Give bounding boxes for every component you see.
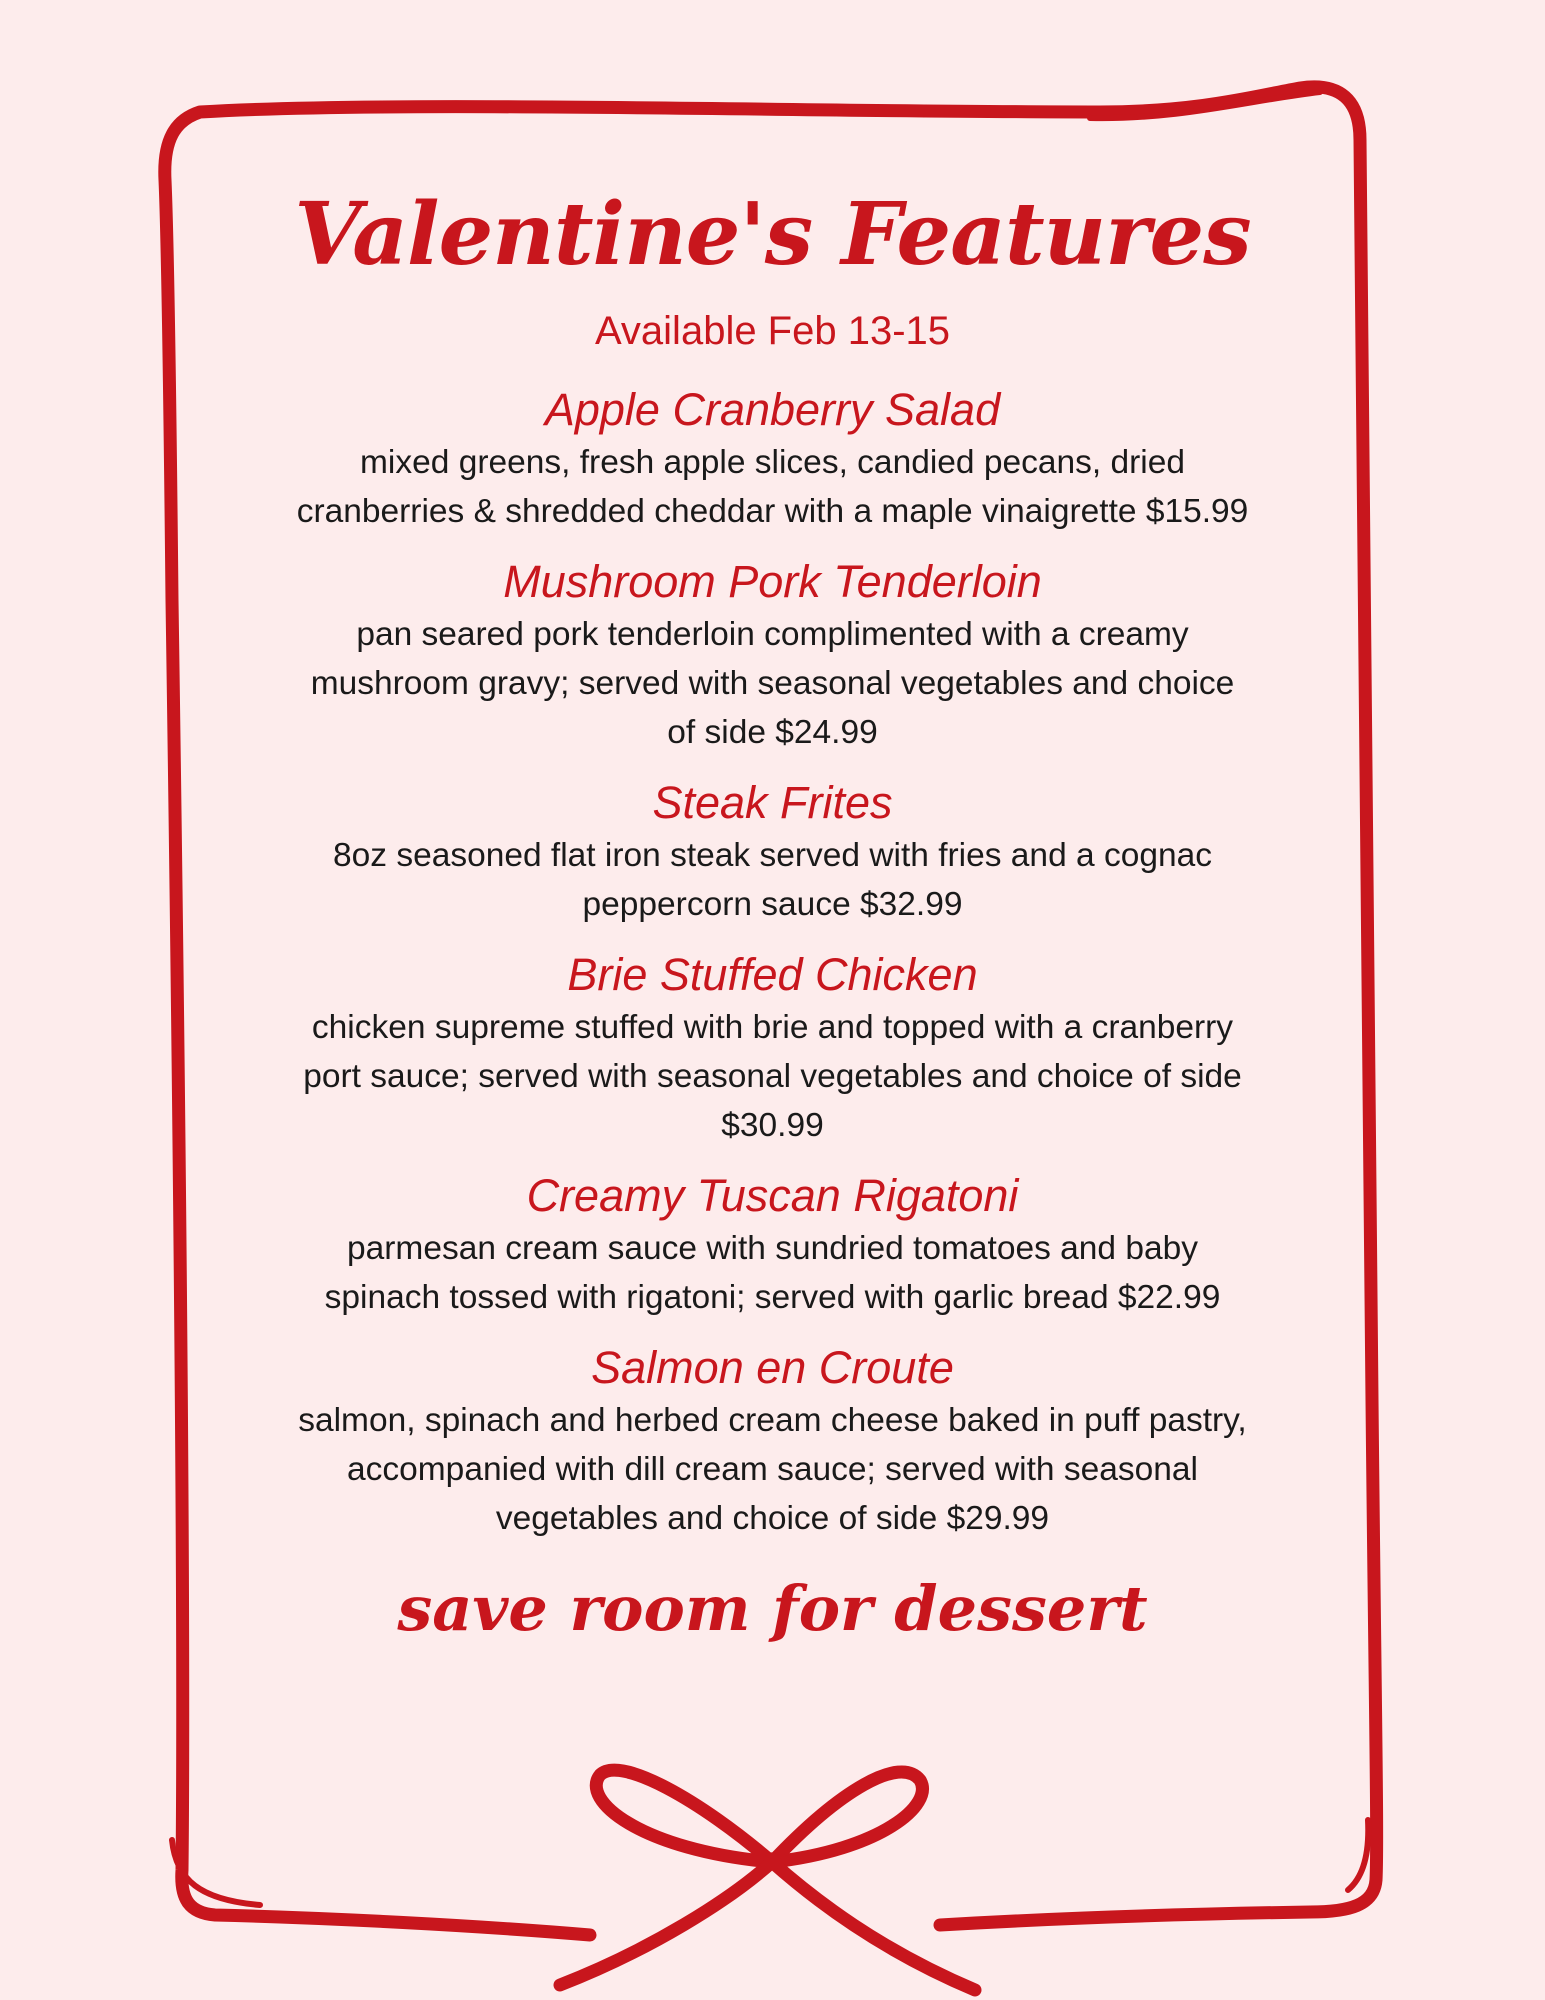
menu-item-description: parmesan cream sauce with sundried tomatoes and baby spinach tossed with rigatoni; served with garlic bread $22.99 bbox=[324, 1230, 1221, 1316]
menu-item-description: mixed greens, fresh apple slices, candied pecans, dried cranberries & shredded cheddar with a maple vinaigrette $15.99 bbox=[296, 444, 1249, 530]
menu-item-name: Salmon en Croute bbox=[591, 1342, 954, 1393]
dessert-tagline: save room for dessert bbox=[397, 1572, 1148, 1645]
menu-item-name: Mushroom Pork Tenderloin bbox=[503, 556, 1042, 607]
menu-item bbox=[260, 382, 1285, 536]
menu-item-name: Creamy Tuscan Rigatoni bbox=[526, 1170, 1019, 1221]
menu-item bbox=[260, 1168, 1285, 1322]
menu-title: Valentine's Features bbox=[294, 184, 1251, 285]
menu-item-name: Steak Frites bbox=[652, 777, 893, 828]
menu-content bbox=[260, 150, 1285, 1649]
menu-item-description: salmon, spinach and herbed cream cheese baked in puff pastry, accompanied with dill cream sauce; served with seasonal vegetables and choice of side $29.99 bbox=[298, 1402, 1247, 1537]
menu-item bbox=[260, 554, 1285, 757]
menu-item-description: pan seared pork tenderloin complimented with a creamy mushroom gravy; served with seasonal vegetables and choice of side $24.99 bbox=[310, 616, 1235, 751]
menu-item-name: Brie Stuffed Chicken bbox=[567, 949, 978, 1000]
menu-item-name: Apple Cranberry Salad bbox=[544, 384, 1001, 435]
menu-item-description: 8oz seasoned flat iron steak served with fries and a cognac peppercorn sauce $32.99 bbox=[333, 837, 1212, 923]
menu-item bbox=[260, 947, 1285, 1150]
availability-subtitle: Available Feb 13-15 bbox=[594, 309, 951, 353]
menu-item bbox=[260, 775, 1285, 929]
ribbon-bow-icon bbox=[560, 1770, 975, 1990]
menu-item-description: chicken supreme stuffed with brie and topped with a cranberry port sauce; served with seasonal vegetables and choice of side $30.99 bbox=[303, 1009, 1242, 1144]
menu-item bbox=[260, 1340, 1285, 1543]
